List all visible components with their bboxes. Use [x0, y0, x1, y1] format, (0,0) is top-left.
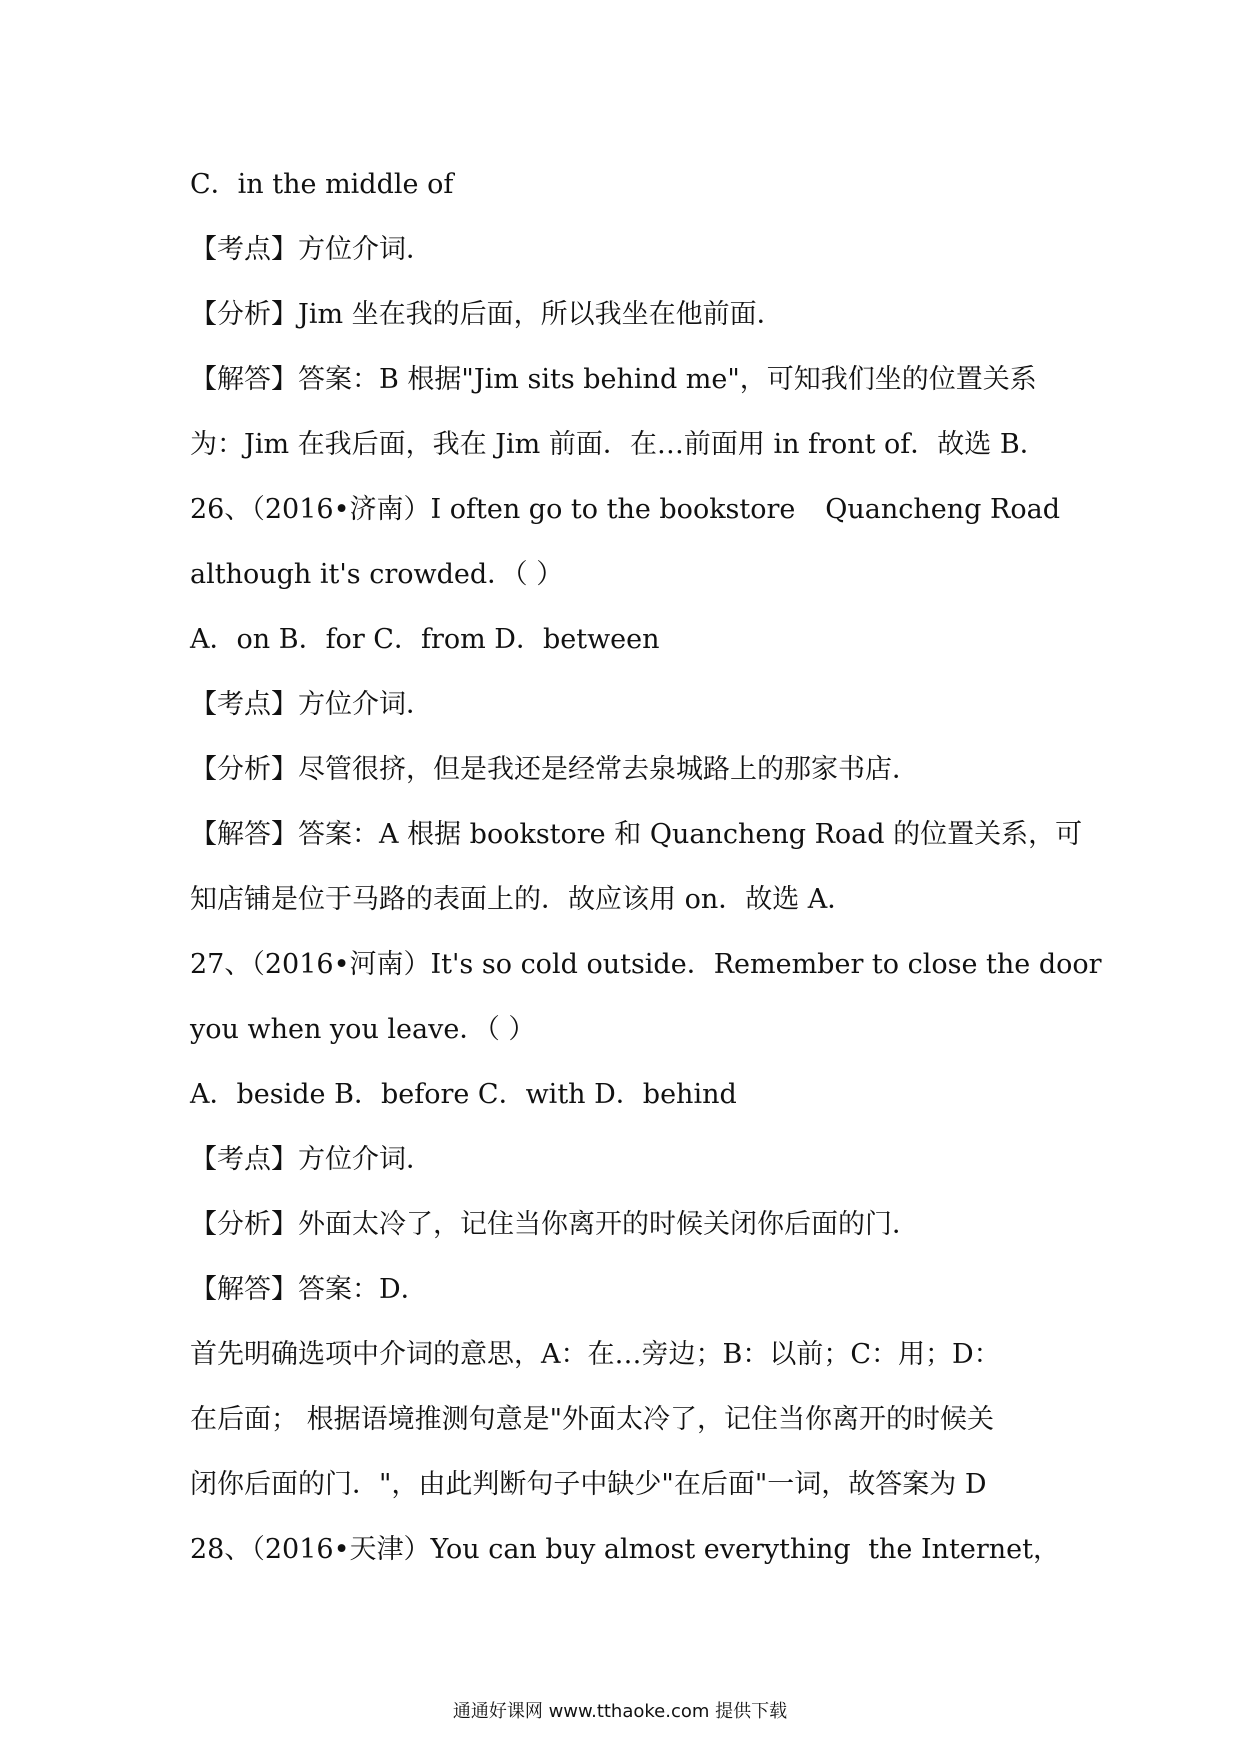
question-28-stem-end: the Internet，: [868, 1534, 1060, 1565]
text-line: 闭你后面的门．"，由此判断句子中缺少"在后面"一词，故答案为 D: [190, 1469, 987, 1500]
text-line: 首先明确选项中介词的意思，A：在…旁边；B：以前；C：用；D：: [190, 1339, 1001, 1370]
text-line: 为：Jim 在我后面，我在 Jim 前面．在…前面用 in front of．故选 B．: [190, 429, 1047, 460]
text-line: 在后面； 根据语境推测句意是"外面太冷了，记住当你离开的时候关: [190, 1404, 995, 1435]
question-27-stem: 27、（2016•河南）It's so cold outside．Remember to close the door: [190, 949, 1102, 980]
text-line: you when you leave．（ ）: [190, 1014, 536, 1045]
question-26-line: [190, 490, 1060, 530]
text-line: C．in the middle of: [190, 169, 454, 200]
question-26-stem: 26、（2016•济南）I often go to the bookstore: [190, 494, 796, 525]
text-line: 【考点】方位介词．: [190, 689, 433, 720]
text-line: 【分析】尽管很挤，但是我还是经常去泉城路上的那家书店．: [190, 754, 919, 785]
question-28-line: [190, 1530, 1060, 1570]
page-footer: 通通好课网 www.tthaoke.com 提供下载: [452, 1701, 788, 1722]
options-line: A．on B．for C．from D．between: [190, 624, 660, 655]
text-line: 【考点】方位介词．: [190, 1144, 433, 1175]
question-28-stem: 28、（2016•天津）You can buy almost everything: [190, 1534, 851, 1565]
text-line: 【考点】方位介词．: [190, 234, 433, 265]
text-line: 【解答】答案：B 根据"Jim sits behind me"，可知我们坐的位置关系: [190, 364, 1037, 395]
text-line: 【分析】Jim 坐在我的后面，所以我坐在他前面．: [190, 299, 784, 330]
text-line: 知店铺是位于马路的表面上的．故应该用 on．故选 A．: [190, 884, 855, 915]
text-line: 【分析】外面太冷了，记住当你离开的时候关闭你后面的门．: [190, 1209, 919, 1240]
question-26-stem-end: Quancheng Road: [825, 494, 1060, 525]
options-line: A．beside B．before C．with D．behind: [190, 1079, 737, 1110]
text-line: 【解答】答案：D．: [190, 1274, 428, 1305]
text-line: 【解答】答案：A 根据 bookstore 和 Quancheng Road 的位置关系，可: [190, 819, 1083, 850]
text-line: although it's crowded．（ ）: [190, 559, 564, 590]
